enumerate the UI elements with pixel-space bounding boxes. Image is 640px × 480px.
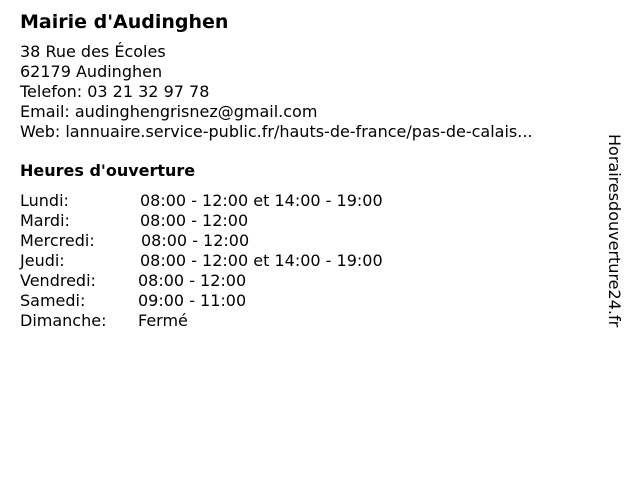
hours-row-wednesday (20, 231, 600, 251)
time-value: 09:00 - 11:00 (138, 291, 247, 310)
hours-row-thursday (20, 251, 600, 271)
hours-row-sunday (20, 311, 600, 331)
day-label: Mardi: (20, 211, 70, 230)
opening-hours-heading: Heures d'ouverture (20, 161, 196, 180)
hours-row-tuesday (20, 211, 600, 231)
time-value: 08:00 - 12:00 (141, 231, 250, 250)
day-label: Mercredi: (20, 231, 95, 250)
phone-line: Telefon: 03 21 32 97 78 (20, 82, 210, 101)
time-value: 08:00 - 12:00 et 14:00 - 19:00 (140, 251, 383, 270)
time-value: Fermé (138, 311, 188, 330)
day-label: Vendredi: (20, 271, 96, 290)
place-card (20, 9, 600, 331)
address-street: 38 Rue des Écoles (20, 42, 166, 61)
email-line: Email: audinghengrisnez@gmail.com (20, 102, 318, 121)
hours-row-friday (20, 271, 600, 291)
brand-watermark: Horairesdouverture24.fr (605, 134, 624, 328)
opening-hours-list (20, 191, 600, 331)
time-value: 08:00 - 12:00 (138, 271, 247, 290)
web-line: Web: lannuaire.service-public.fr/hauts-de-france/pas-de-calais... (20, 122, 533, 141)
address-city: 62179 Audinghen (20, 62, 163, 81)
day-label: Samedi: (20, 291, 86, 310)
day-label: Dimanche: (20, 311, 107, 330)
day-label: Lundi: (20, 191, 69, 210)
day-label: Jeudi: (20, 251, 65, 270)
place-title: Mairie d'Audinghen (20, 11, 229, 33)
hours-row-monday (20, 191, 600, 211)
hours-row-saturday (20, 291, 600, 311)
time-value: 08:00 - 12:00 et 14:00 - 19:00 (140, 191, 383, 210)
time-value: 08:00 - 12:00 (140, 211, 249, 230)
